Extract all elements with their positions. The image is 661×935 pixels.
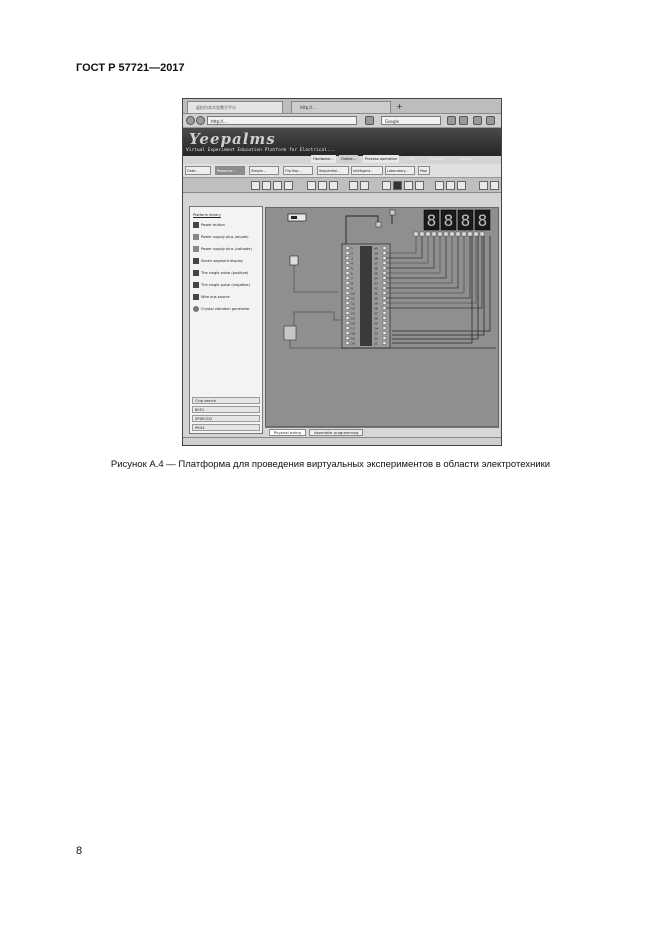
chip-pin-label: 33 [374, 281, 378, 286]
mode-button[interactable]: Intelligent... [351, 166, 383, 175]
chip-pin-label: 32 [374, 286, 378, 291]
mode-button[interactable]: Flip flop... [283, 166, 313, 175]
redo-icon[interactable] [446, 181, 455, 190]
status-bar [183, 437, 501, 446]
power-button-icon [193, 222, 199, 228]
chip-pin-label: 16 [351, 321, 355, 326]
software-screenshot [182, 98, 502, 446]
display-pin[interactable] [474, 232, 478, 236]
chip-pin-label: 20 [351, 341, 355, 346]
chip-pin-label: 25 [374, 321, 378, 326]
chip-pin[interactable] [346, 287, 349, 290]
menu-icon[interactable] [486, 116, 495, 125]
browser-tab[interactable]: http://... [291, 101, 391, 113]
crystal-icon [193, 306, 199, 312]
chip-pin[interactable] [383, 292, 386, 295]
chip-pin-label: 38 [374, 256, 378, 261]
chip-pin[interactable] [383, 307, 386, 310]
chip-pin[interactable] [383, 262, 386, 265]
align-icon[interactable] [307, 181, 316, 190]
chip-pin[interactable] [346, 247, 349, 250]
seven-segment-digit-value: 8 [426, 211, 437, 230]
chip-pin[interactable] [383, 317, 386, 320]
pulse-icon [193, 270, 199, 276]
chip-pin[interactable] [383, 252, 386, 255]
stop-icon[interactable] [393, 181, 402, 190]
chip-pin[interactable] [346, 302, 349, 305]
mode-button[interactable]: Resource... [215, 166, 245, 175]
chip-pin-label: 30 [374, 296, 378, 301]
platform-title: Virtual Experiment Education Platform for Electrical... [186, 148, 336, 153]
component-item[interactable]: Wire bus source [193, 293, 230, 302]
url-input[interactable]: http://... [207, 116, 357, 125]
forward-icon[interactable] [196, 116, 205, 125]
circuit-diagram [266, 208, 498, 426]
tools-icon[interactable] [473, 116, 482, 125]
zoom-icon[interactable] [349, 181, 358, 190]
chip-pin-label: 14 [351, 311, 355, 316]
display-pin[interactable] [414, 232, 418, 236]
print-icon[interactable] [273, 181, 282, 190]
bus-wire [392, 236, 490, 331]
library-title: Platform library [193, 213, 221, 217]
menu-item-online[interactable]: Online... [341, 157, 357, 161]
wire [294, 265, 338, 292]
connector[interactable] [376, 222, 381, 227]
chip-pin-label: 29 [374, 301, 378, 306]
menu-item-process[interactable]: Process operation [365, 157, 398, 161]
chip-search-label[interactable]: Chip search [192, 397, 260, 404]
crystal-oscillator[interactable] [284, 326, 296, 340]
chip-pin[interactable] [346, 342, 349, 345]
component-item[interactable]: Power supply plus (anode) [193, 233, 249, 242]
chip-pin-label: 11 [351, 296, 355, 301]
chip-pin[interactable] [383, 287, 386, 290]
chip-pin[interactable] [383, 327, 386, 330]
component-item[interactable]: Crystal vibration generator [193, 305, 250, 314]
display-pin[interactable] [432, 232, 436, 236]
circuit-canvas[interactable] [265, 207, 499, 427]
chip-pin-label: 15 [351, 316, 355, 321]
chip-pin-label: 35 [374, 271, 378, 276]
seven-segment-digit-value: 8 [443, 211, 454, 230]
chip-pin-label: 7 [351, 276, 353, 281]
chip-pin-label: 17 [351, 326, 355, 331]
document-header: ГОСТ Р 57721—2017 [76, 62, 185, 74]
chip-pin[interactable] [346, 297, 349, 300]
browser-tab-bar [183, 99, 501, 114]
chip-pin-label: 13 [351, 306, 355, 311]
chip-option[interactable]: 8051 [192, 406, 260, 413]
run-icon[interactable] [382, 181, 391, 190]
chip-pin[interactable] [346, 262, 349, 265]
chip-pin-label: 19 [351, 336, 355, 341]
chip-pin-label: 27 [374, 311, 378, 316]
chip-option[interactable]: SPDIF/CD [192, 415, 260, 422]
chip-pin[interactable] [383, 322, 386, 325]
chip-pin[interactable] [383, 272, 386, 275]
bottom-tabs [265, 427, 499, 437]
mode-button[interactable]: Simple... [249, 166, 279, 175]
tool-bar [183, 178, 501, 193]
power-supply-icon [193, 246, 199, 252]
bus-wire [386, 236, 422, 258]
component-item[interactable]: Power supply plus (cathode) [193, 245, 252, 254]
wire [290, 340, 348, 348]
power-supply-icon [193, 234, 199, 240]
menu-item-contacts[interactable]: Contacts [429, 157, 445, 161]
component-item[interactable]: Seven segment display [193, 257, 243, 266]
display-pin[interactable] [426, 232, 430, 236]
chip-pin-label: 22 [374, 336, 378, 341]
seven-segment-icon [193, 258, 199, 264]
chip-pin[interactable] [383, 282, 386, 285]
chip-pin[interactable] [346, 332, 349, 335]
bus-wire [392, 236, 472, 343]
chip-pin-label: 18 [351, 331, 355, 336]
display-pin[interactable] [444, 232, 448, 236]
reload-icon[interactable] [365, 116, 374, 125]
chip-pin-label: 21 [374, 341, 378, 346]
chip-pin[interactable] [383, 267, 386, 270]
display-pin[interactable] [468, 232, 472, 236]
menu-item-hardware[interactable]: Hardware... [313, 157, 334, 161]
mode-bar [183, 164, 501, 178]
chip-pin-label: 8 [351, 281, 353, 286]
chip-pin[interactable] [346, 337, 349, 340]
chip-pin[interactable] [346, 252, 349, 255]
chip-pin[interactable] [346, 277, 349, 280]
chip-pin[interactable] [383, 277, 386, 280]
display-pin[interactable] [420, 232, 424, 236]
step-icon[interactable] [404, 181, 413, 190]
chip-pin[interactable] [346, 272, 349, 275]
chip-pin[interactable] [346, 282, 349, 285]
mode-button[interactable]: Map [418, 166, 430, 175]
seven-segment-digit-value: 8 [477, 211, 488, 230]
chip-pin-label: 6 [351, 271, 353, 276]
bookmark-icon[interactable] [459, 116, 468, 125]
chip-pin-label: 26 [374, 316, 378, 321]
chip-pin-label: 9 [351, 286, 353, 291]
wire-bus-icon [193, 294, 199, 300]
align-icon[interactable] [318, 181, 327, 190]
chip-pin[interactable] [346, 292, 349, 295]
chip-pin[interactable] [383, 297, 386, 300]
chip-pin-label: 37 [374, 261, 378, 266]
mode-button[interactable]: Sequential... [317, 166, 349, 175]
next-icon[interactable] [490, 181, 499, 190]
tab-assembler-programming[interactable]: Assembler programming [309, 429, 363, 436]
display-pin[interactable] [456, 232, 460, 236]
chip-pin-label: 1 [351, 246, 353, 251]
figure-caption: Рисунок А.4 — Платформа для проведения виртуальных экспериментов в области электротехники [110, 459, 551, 470]
component-item[interactable]: The single pulse (positive) [193, 269, 248, 278]
chip-pin-label: 10 [351, 291, 355, 296]
chip-pin-label: 2 [351, 251, 353, 256]
page-number: 8 [76, 845, 83, 857]
chip-pin-label: 3 [351, 256, 353, 261]
power-button-switch [291, 216, 297, 219]
chip-pin[interactable] [346, 322, 349, 325]
address-bar [183, 114, 501, 128]
display-pin[interactable] [480, 232, 484, 236]
chip-pin-label: 39 [374, 251, 378, 256]
home-icon[interactable] [447, 116, 456, 125]
undo-icon[interactable] [435, 181, 444, 190]
grid-icon[interactable] [360, 181, 369, 190]
chip-pin-label: 24 [374, 326, 378, 331]
chip-pin-label: 28 [374, 306, 378, 311]
chip-pin[interactable] [383, 312, 386, 315]
display-pin[interactable] [462, 232, 466, 236]
chip-pin[interactable] [383, 337, 386, 340]
bus-wire [386, 236, 440, 273]
bus-wire [386, 236, 416, 253]
chip-pin[interactable] [383, 247, 386, 250]
component-library [189, 206, 263, 434]
chip-option[interactable]: PKG4 [192, 424, 260, 431]
chip-pin[interactable] [383, 302, 386, 305]
chip-pin[interactable] [346, 307, 349, 310]
pause-icon[interactable] [415, 181, 424, 190]
new-tab-icon[interactable]: + [396, 102, 403, 111]
pulse-icon [193, 282, 199, 288]
app-logo: Yeepalms [189, 130, 276, 148]
chip-pin-label: 36 [374, 266, 378, 271]
chip-pin-label: 40 [374, 246, 378, 251]
download-icon[interactable] [457, 181, 466, 190]
tab-physical-wiring[interactable]: Physical wiring [269, 429, 306, 436]
connector[interactable] [390, 210, 395, 215]
display-pin[interactable] [438, 232, 442, 236]
copy-icon[interactable] [284, 181, 293, 190]
chip-body [360, 246, 372, 346]
app-banner [183, 128, 501, 156]
chip-pin[interactable] [383, 257, 386, 260]
component-item[interactable]: The single pulse (negative) [193, 281, 250, 290]
chip-pin-label: 34 [374, 276, 378, 281]
single-pulse-component[interactable] [290, 256, 298, 265]
menu-item-logout[interactable]: Log out [459, 157, 473, 161]
chip-pin-label: 31 [374, 291, 378, 296]
chip-pin-label: 4 [351, 261, 353, 266]
chip-pin-label: 12 [351, 301, 355, 306]
save-icon[interactable] [251, 181, 260, 190]
play-icon[interactable] [479, 181, 488, 190]
chip-pin[interactable] [383, 332, 386, 335]
display-pin[interactable] [450, 232, 454, 236]
back-icon[interactable] [186, 116, 195, 125]
bus-wire [392, 236, 478, 339]
browser-search-input[interactable]: Google [381, 116, 441, 125]
seven-segment-display[interactable] [414, 210, 490, 236]
mode-button[interactable]: Laboratory... [385, 166, 415, 175]
chip-pin-label: 23 [374, 331, 378, 336]
bus-wire [386, 236, 452, 283]
mode-button[interactable]: Gate... [185, 166, 211, 175]
menu-item-help[interactable]: Help [407, 157, 416, 161]
chip-pin[interactable] [346, 257, 349, 260]
wire [294, 312, 348, 326]
align-icon[interactable] [329, 181, 338, 190]
browser-tab-active[interactable]: 虚拟仿真实验教学平台 [187, 101, 283, 113]
chip-pin[interactable] [346, 312, 349, 315]
open-icon[interactable] [262, 181, 271, 190]
chip-pin[interactable] [383, 342, 386, 345]
chip-pin[interactable] [346, 267, 349, 270]
chip-pin[interactable] [346, 317, 349, 320]
chip-pin[interactable] [346, 327, 349, 330]
chip-pin-label: 5 [351, 266, 353, 271]
seven-segment-digit-value: 8 [460, 211, 471, 230]
component-item[interactable]: Power button [193, 221, 225, 230]
